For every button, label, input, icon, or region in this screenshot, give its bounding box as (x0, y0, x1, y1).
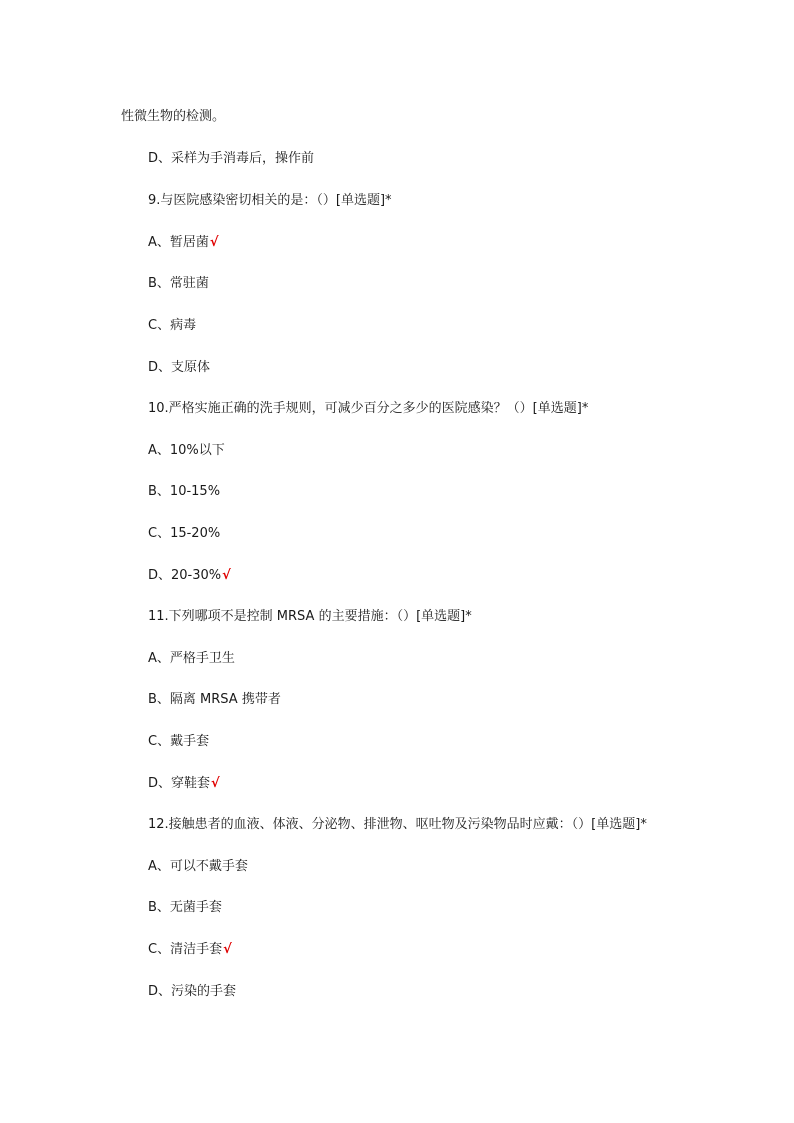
question-stem-9: 9.与医院感染密切相关的是：（）[单选题]* (148, 193, 392, 208)
q11-option-b: B、隔离 MRSA 携带者 (148, 692, 281, 707)
correct-check-icon: √ (222, 568, 231, 583)
correct-check-icon: √ (211, 776, 220, 791)
q9-option-b: B、常驻菌 (148, 276, 209, 291)
q8-option-d: D、采样为手消毒后，操作前 (148, 151, 315, 166)
option-text: D、穿鞋套 (148, 776, 211, 791)
q11-option-c: C、戴手套 (148, 734, 210, 749)
option-text: C、清洁手套 (148, 942, 223, 957)
question-stem-12: 12.接触患者的血液、体液、分泌物、排泄物、呕吐物及污染物品时应戴：（）[单选题]* (148, 817, 647, 832)
q12-option-c (148, 941, 232, 959)
q10-option-d (148, 567, 231, 585)
q10-option-b: B、10-15% (148, 484, 221, 499)
q12-option-b: B、无菌手套 (148, 900, 222, 915)
correct-check-icon: √ (209, 235, 219, 250)
q10-option-a: A、10%以下 (148, 443, 225, 458)
q12-option-d: D、污染的手套 (148, 984, 237, 999)
correct-check-icon: √ (223, 942, 232, 957)
q12-option-a: A、可以不戴手套 (148, 859, 248, 874)
q9-option-c: C、病毒 (148, 318, 197, 333)
q9-option-d: D、支原体 (148, 360, 211, 375)
q9-option-a (148, 234, 219, 252)
q10-option-c: C、15-20% (148, 526, 221, 541)
question-stem-11: 11.下列哪项不是控制 MRSA 的主要措施：（）[单选题]* (148, 609, 472, 624)
option-text: A、暂居菌 (148, 235, 209, 250)
q11-option-d (148, 775, 220, 793)
q11-option-a: A、严格手卫生 (148, 651, 235, 666)
question-stem-10: 10.严格实施正确的洗手规则，可减少百分之多少的医院感染？（）[单选题]* (148, 401, 589, 416)
option-text: D、20-30% (148, 568, 222, 583)
continuation-text: 性微生物的检测。 (121, 109, 226, 124)
